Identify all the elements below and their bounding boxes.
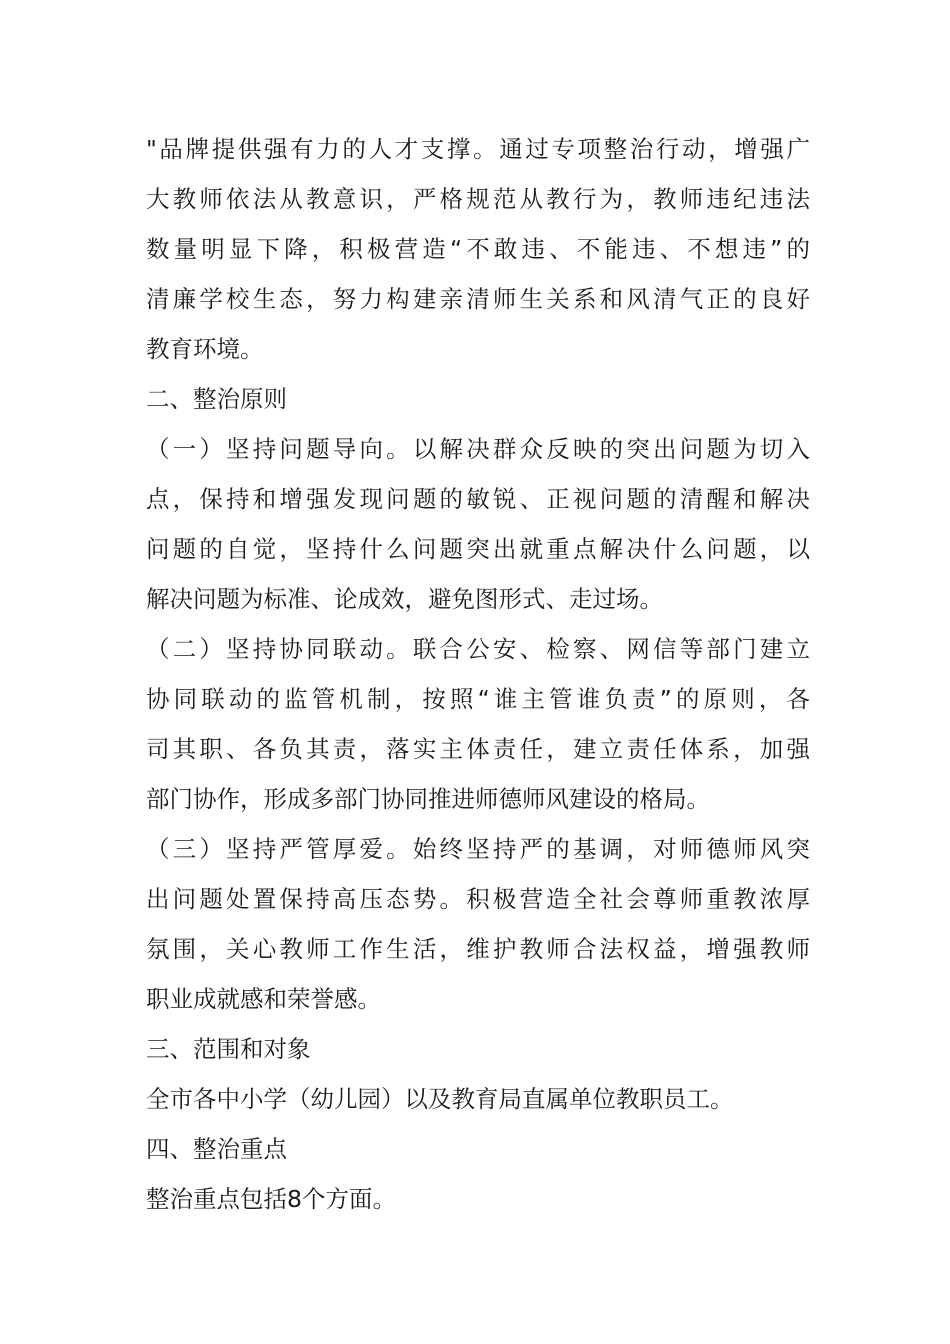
paragraph-line: （二）坚持协同联动。联合公安、检察、网信等部门建立 bbox=[146, 635, 810, 663]
document-body bbox=[146, 124, 810, 1224]
section-heading: 二、整治原则 bbox=[146, 385, 287, 413]
paragraph-line: 协同联动的监管机制，按照“谁主管谁负责”的原则，各 bbox=[146, 685, 810, 713]
paragraph-line: 问题的自觉，坚持什么问题突出就重点解决什么问题，以 bbox=[146, 535, 810, 563]
paragraph-line: 整治重点包括8个方面。 bbox=[146, 1185, 396, 1213]
paragraph-line: 大教师依法从教意识，严格规范从教行为，教师违纪违法 bbox=[146, 185, 810, 213]
paragraph-line: 氛围，关心教师工作生活，维护教师合法权益，增强教师 bbox=[146, 935, 810, 963]
paragraph-line: 职业成就感和荣誉感。 bbox=[146, 985, 381, 1013]
paragraph-line: 全市各中小学（幼儿园）以及教育局直属单位教职员工。 bbox=[146, 1085, 734, 1113]
paragraph-line: 司其职、各负其责，落实主体责任，建立责任体系，加强 bbox=[146, 735, 810, 763]
paragraph-line: 数量明显下降，积极营造“不敢违、不能违、不想违”的 bbox=[146, 235, 810, 263]
paragraph-line: 部门协作，形成多部门协同推进师德师风建设的格局。 bbox=[146, 785, 710, 813]
paragraph-line: "品牌提供强有力的人才支撑。通过专项整治行动，增强广 bbox=[146, 135, 810, 163]
section-heading: 三、范围和对象 bbox=[146, 1035, 311, 1063]
paragraph-line: 出问题处置保持高压态势。积极营造全社会尊师重教浓厚 bbox=[146, 885, 810, 913]
paragraph-line: 解决问题为标准、论成效，避免图形式、走过场。 bbox=[146, 585, 663, 613]
paragraph-line: 清廉学校生态，努力构建亲清师生关系和风清气正的良好 bbox=[146, 285, 810, 313]
paragraph-line: （三）坚持严管厚爱。始终坚持严的基调，对师德师风突 bbox=[146, 835, 810, 863]
paragraph-line: 点，保持和增强发现问题的敏锐、正视问题的清醒和解决 bbox=[146, 485, 810, 513]
section-heading: 四、整治重点 bbox=[146, 1135, 287, 1163]
paragraph-line: （一）坚持问题导向。以解决群众反映的突出问题为切入 bbox=[146, 435, 810, 463]
paragraph-line: 教育环境。 bbox=[146, 335, 264, 363]
